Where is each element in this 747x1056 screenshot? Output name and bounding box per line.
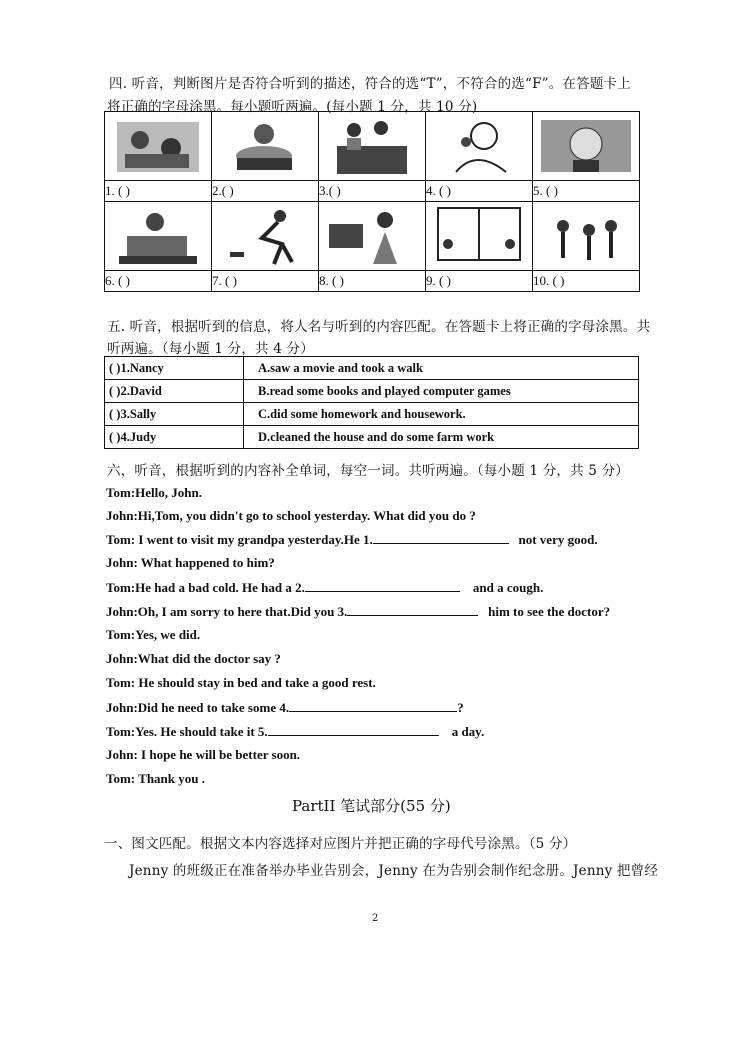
dialogue-text: him to see the doctor? bbox=[488, 604, 611, 619]
part2-question1-text: Jenny 的班级正在准备举办毕业告别会，Jenny 在为告别会制作纪念册。Jenny 把曾经 bbox=[129, 863, 659, 879]
answer-slot-8: 8. ( ) bbox=[319, 271, 426, 292]
dialogue-line: John: What happened to him? bbox=[106, 555, 275, 570]
matching-row bbox=[105, 380, 639, 403]
dialogue-line bbox=[106, 579, 543, 596]
dialogue-text: ? bbox=[457, 700, 464, 715]
answer-slot-9: 9. ( ) bbox=[426, 271, 533, 292]
dialogue-line bbox=[106, 723, 484, 740]
dialogue-text: Tom:Yes. He should take it 5. bbox=[106, 724, 268, 739]
matching-activity: A.saw a movie and took a walk bbox=[244, 357, 639, 380]
answer-slot-3: 3.( ) bbox=[319, 181, 426, 202]
matching-row bbox=[105, 403, 639, 426]
part2-title: PartII 笔试部分(55 分) bbox=[292, 797, 451, 815]
dialogue-text: John:Oh, I am sorry to here that.Did you 3. bbox=[106, 604, 348, 619]
answer-slot-5: 5. ( ) bbox=[533, 181, 640, 202]
matching-table bbox=[104, 356, 639, 449]
page-number: 2 bbox=[372, 913, 379, 924]
picture-4 bbox=[426, 112, 533, 181]
picture-2 bbox=[212, 112, 319, 181]
answer-slot-2: 2.( ) bbox=[212, 181, 319, 202]
dialogue-text: John:Did he need to take some 4. bbox=[106, 700, 290, 715]
matching-activity: C.did some homework and housework. bbox=[244, 403, 639, 426]
part2-question1-title: 一、图文匹配。根据文本内容选择对应图片并把正确的字母代号涂黑。（5 分） bbox=[104, 836, 577, 852]
answer-slot-1: 1. ( ) bbox=[105, 181, 212, 202]
picture-6 bbox=[105, 202, 212, 271]
section5-title-line1: 五. 听音，根据听到的信息，将人名与听到的内容匹配。在答题卡上将正确的字母涂黑。共 bbox=[107, 319, 651, 335]
picture-5 bbox=[533, 112, 640, 181]
dialogue-text: Tom:He had a bad cold. He had a 2. bbox=[106, 580, 305, 595]
fill-blank-4[interactable] bbox=[289, 699, 457, 712]
picture-9 bbox=[426, 202, 533, 271]
fill-blank-5[interactable] bbox=[268, 723, 439, 736]
dialogue-line bbox=[106, 699, 464, 716]
dialogue-line bbox=[106, 531, 598, 548]
fill-blank-2[interactable] bbox=[305, 579, 460, 592]
dialogue-text: and a cough. bbox=[472, 580, 544, 595]
dialogue-text: not very good. bbox=[518, 532, 598, 547]
dialogue-text: a day. bbox=[451, 724, 485, 739]
picture-8 bbox=[319, 202, 426, 271]
section6-title: 六，听音，根据听到的内容补全单词，每空一词。共听两遍。（每小题 1 分，共 5 分） bbox=[107, 463, 629, 479]
fill-blank-3[interactable] bbox=[347, 603, 478, 616]
dialogue-line: John: I hope he will be better soon. bbox=[106, 747, 301, 762]
dialogue-line: Tom:Hello, John. bbox=[106, 485, 202, 500]
matching-row bbox=[105, 357, 639, 380]
dialogue-line: Tom: Thank you . bbox=[106, 771, 205, 786]
dialogue-line: Tom:Yes, we did. bbox=[106, 627, 201, 642]
matching-activity: D.cleaned the house and do some farm work bbox=[244, 426, 639, 449]
section5-title-line2: 听两遍。（每小题 1 分，共 4 分） bbox=[107, 341, 314, 357]
picture-table bbox=[104, 111, 640, 292]
picture-10 bbox=[533, 202, 640, 271]
picture-1 bbox=[105, 112, 212, 181]
matching-name: ( )4.Judy bbox=[105, 426, 244, 449]
matching-name: ( )2.David bbox=[105, 380, 244, 403]
matching-name: ( )1.Nancy bbox=[105, 357, 244, 380]
dialogue-line: Tom: He should stay in bed and take a good rest. bbox=[106, 675, 376, 690]
section4-title-line1: 四. 听音，判断图片是否符合听到的描述，符合的选“T”，不符合的选“F”。在答题卡上 bbox=[109, 76, 631, 92]
dialogue-line: John:What did the doctor say ? bbox=[106, 651, 281, 666]
dialogue-line: John:Hi,Tom, you didn't go to school yesterday. What did you do ? bbox=[106, 508, 476, 523]
matching-row bbox=[105, 426, 639, 449]
section4-title-line2: 将正确的字母涂黑。每小题听两遍。(每小题 1 分，共 10 分) bbox=[107, 99, 478, 115]
picture-7 bbox=[212, 202, 319, 271]
dialogue-text: Tom: I went to visit my grandpa yesterday.He 1. bbox=[106, 532, 373, 547]
answer-slot-10: 10. ( ) bbox=[533, 271, 640, 292]
answer-slot-6: 6. ( ) bbox=[105, 271, 212, 292]
answer-slot-4: 4. ( ) bbox=[426, 181, 533, 202]
matching-name: ( )3.Sally bbox=[105, 403, 244, 426]
dialogue-line bbox=[106, 603, 610, 620]
matching-activity: B.read some books and played computer games bbox=[244, 380, 639, 403]
fill-blank-1[interactable] bbox=[373, 531, 509, 544]
answer-slot-7: 7. ( ) bbox=[212, 271, 319, 292]
picture-3 bbox=[319, 112, 426, 181]
